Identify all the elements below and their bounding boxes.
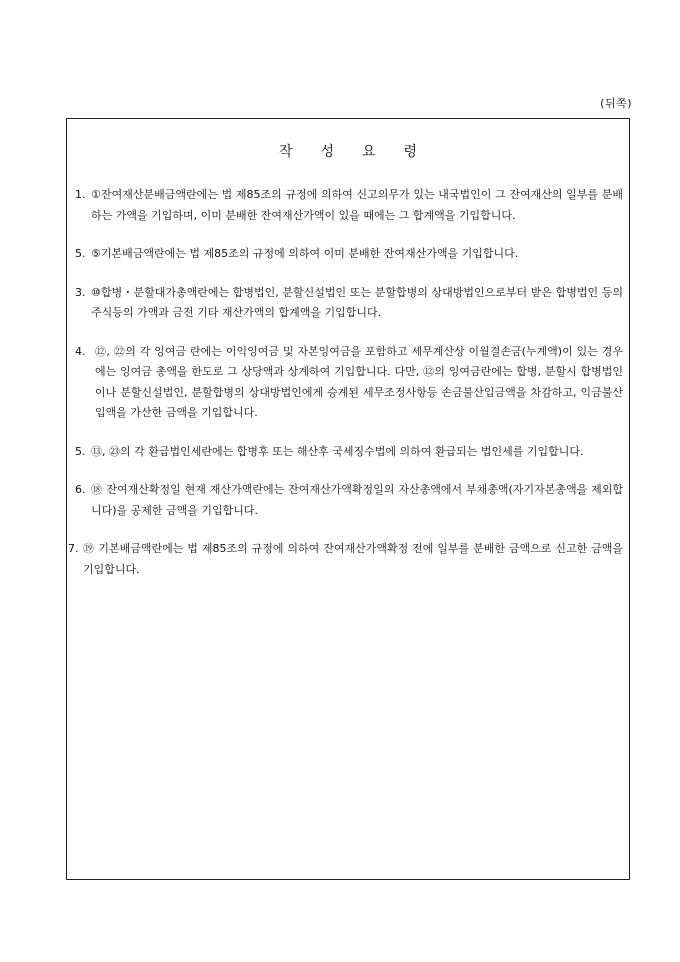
instruction-item-7: [68, 539, 623, 580]
item-number: 7.: [68, 542, 79, 555]
page-title: 작성요령: [278, 144, 446, 160]
item-number: 6.: [75, 483, 86, 496]
instruction-item-1: [75, 185, 623, 226]
item-text: ⑤기본배금액란에는 법 제85조의 규정에 의하여 이미 분배한 잔여재산가액을 기입합니다.: [91, 247, 519, 260]
item-number: 5.: [75, 444, 86, 458]
item-text: ⑲ 기본배금액란에는 법 제85조의 규정에 의하여 잔여재산가액확정 전에 일부를 분배한 금액으로 신고한 금액을 기입합니다.: [83, 542, 623, 576]
item-text: ⑩합병・분할대가총액란에는 합병법인, 분할신설법인 또는 분할합병의 상대방법인으로부터 받은 합병법인 등의 주식등의 가액과 금전 기타 재산가액의 합계액을 기입합니다.: [91, 285, 623, 319]
item-text: ⑱ 잔여재산확정일 현재 재산가액란에는 잔여재산가액확정일의 자산총액에서 부채총액(자기자본총액을 제외합니다)을 공제한 금액을 기입합니다.: [91, 483, 623, 517]
item-number: 4.: [75, 344, 86, 358]
item-number: 3.: [75, 285, 86, 299]
item-text: ⑬, ㉓의 각 환급법인세란에는 합병후 또는 해산후 국세징수법에 의하여 환급되는 법인세를 기입합니다.: [91, 444, 584, 458]
instruction-item-6: [75, 480, 623, 521]
instruction-item-5: [75, 442, 623, 463]
item-number: 5.: [75, 247, 86, 260]
item-text: ⑫, ㉒의 각 잉여금 란에는 이익잉여금 및 자본잉여금을 포함하고 세무계산상 이월결손금(누계액)이 있는 경우에는 잉여금 총액을 한도로 그 상당액과 상계하여 기입합니다. 다만, ⑫의 잉여금란에는 합병, 분할시 합병법인이나 분할신설법인, 분할합병의 상대방법인에게 승계된 세무조정사항등 손금불산입금액을 차감하고, 익금불산입액을 가산한 금액을 기입합니다.: [95, 344, 623, 419]
item-number: 1.: [75, 188, 86, 201]
instruction-item-3: [75, 283, 623, 324]
instruction-list: [68, 185, 623, 598]
instruction-item-2: [75, 244, 623, 265]
instruction-item-4: [75, 342, 623, 424]
page-side-label: (뒤쪽): [600, 97, 632, 110]
instructions-frame: [66, 118, 630, 880]
item-text: ①잔여재산분배금액란에는 법 제85조의 규정에 의하여 신고의무가 있는 내국법인이 그 잔여재산의 일부를 분배하는 가액을 기입하며, 이미 분배한 잔여재산가액이 있을 때에는 그 합계액을 기입합니다.: [91, 188, 623, 222]
